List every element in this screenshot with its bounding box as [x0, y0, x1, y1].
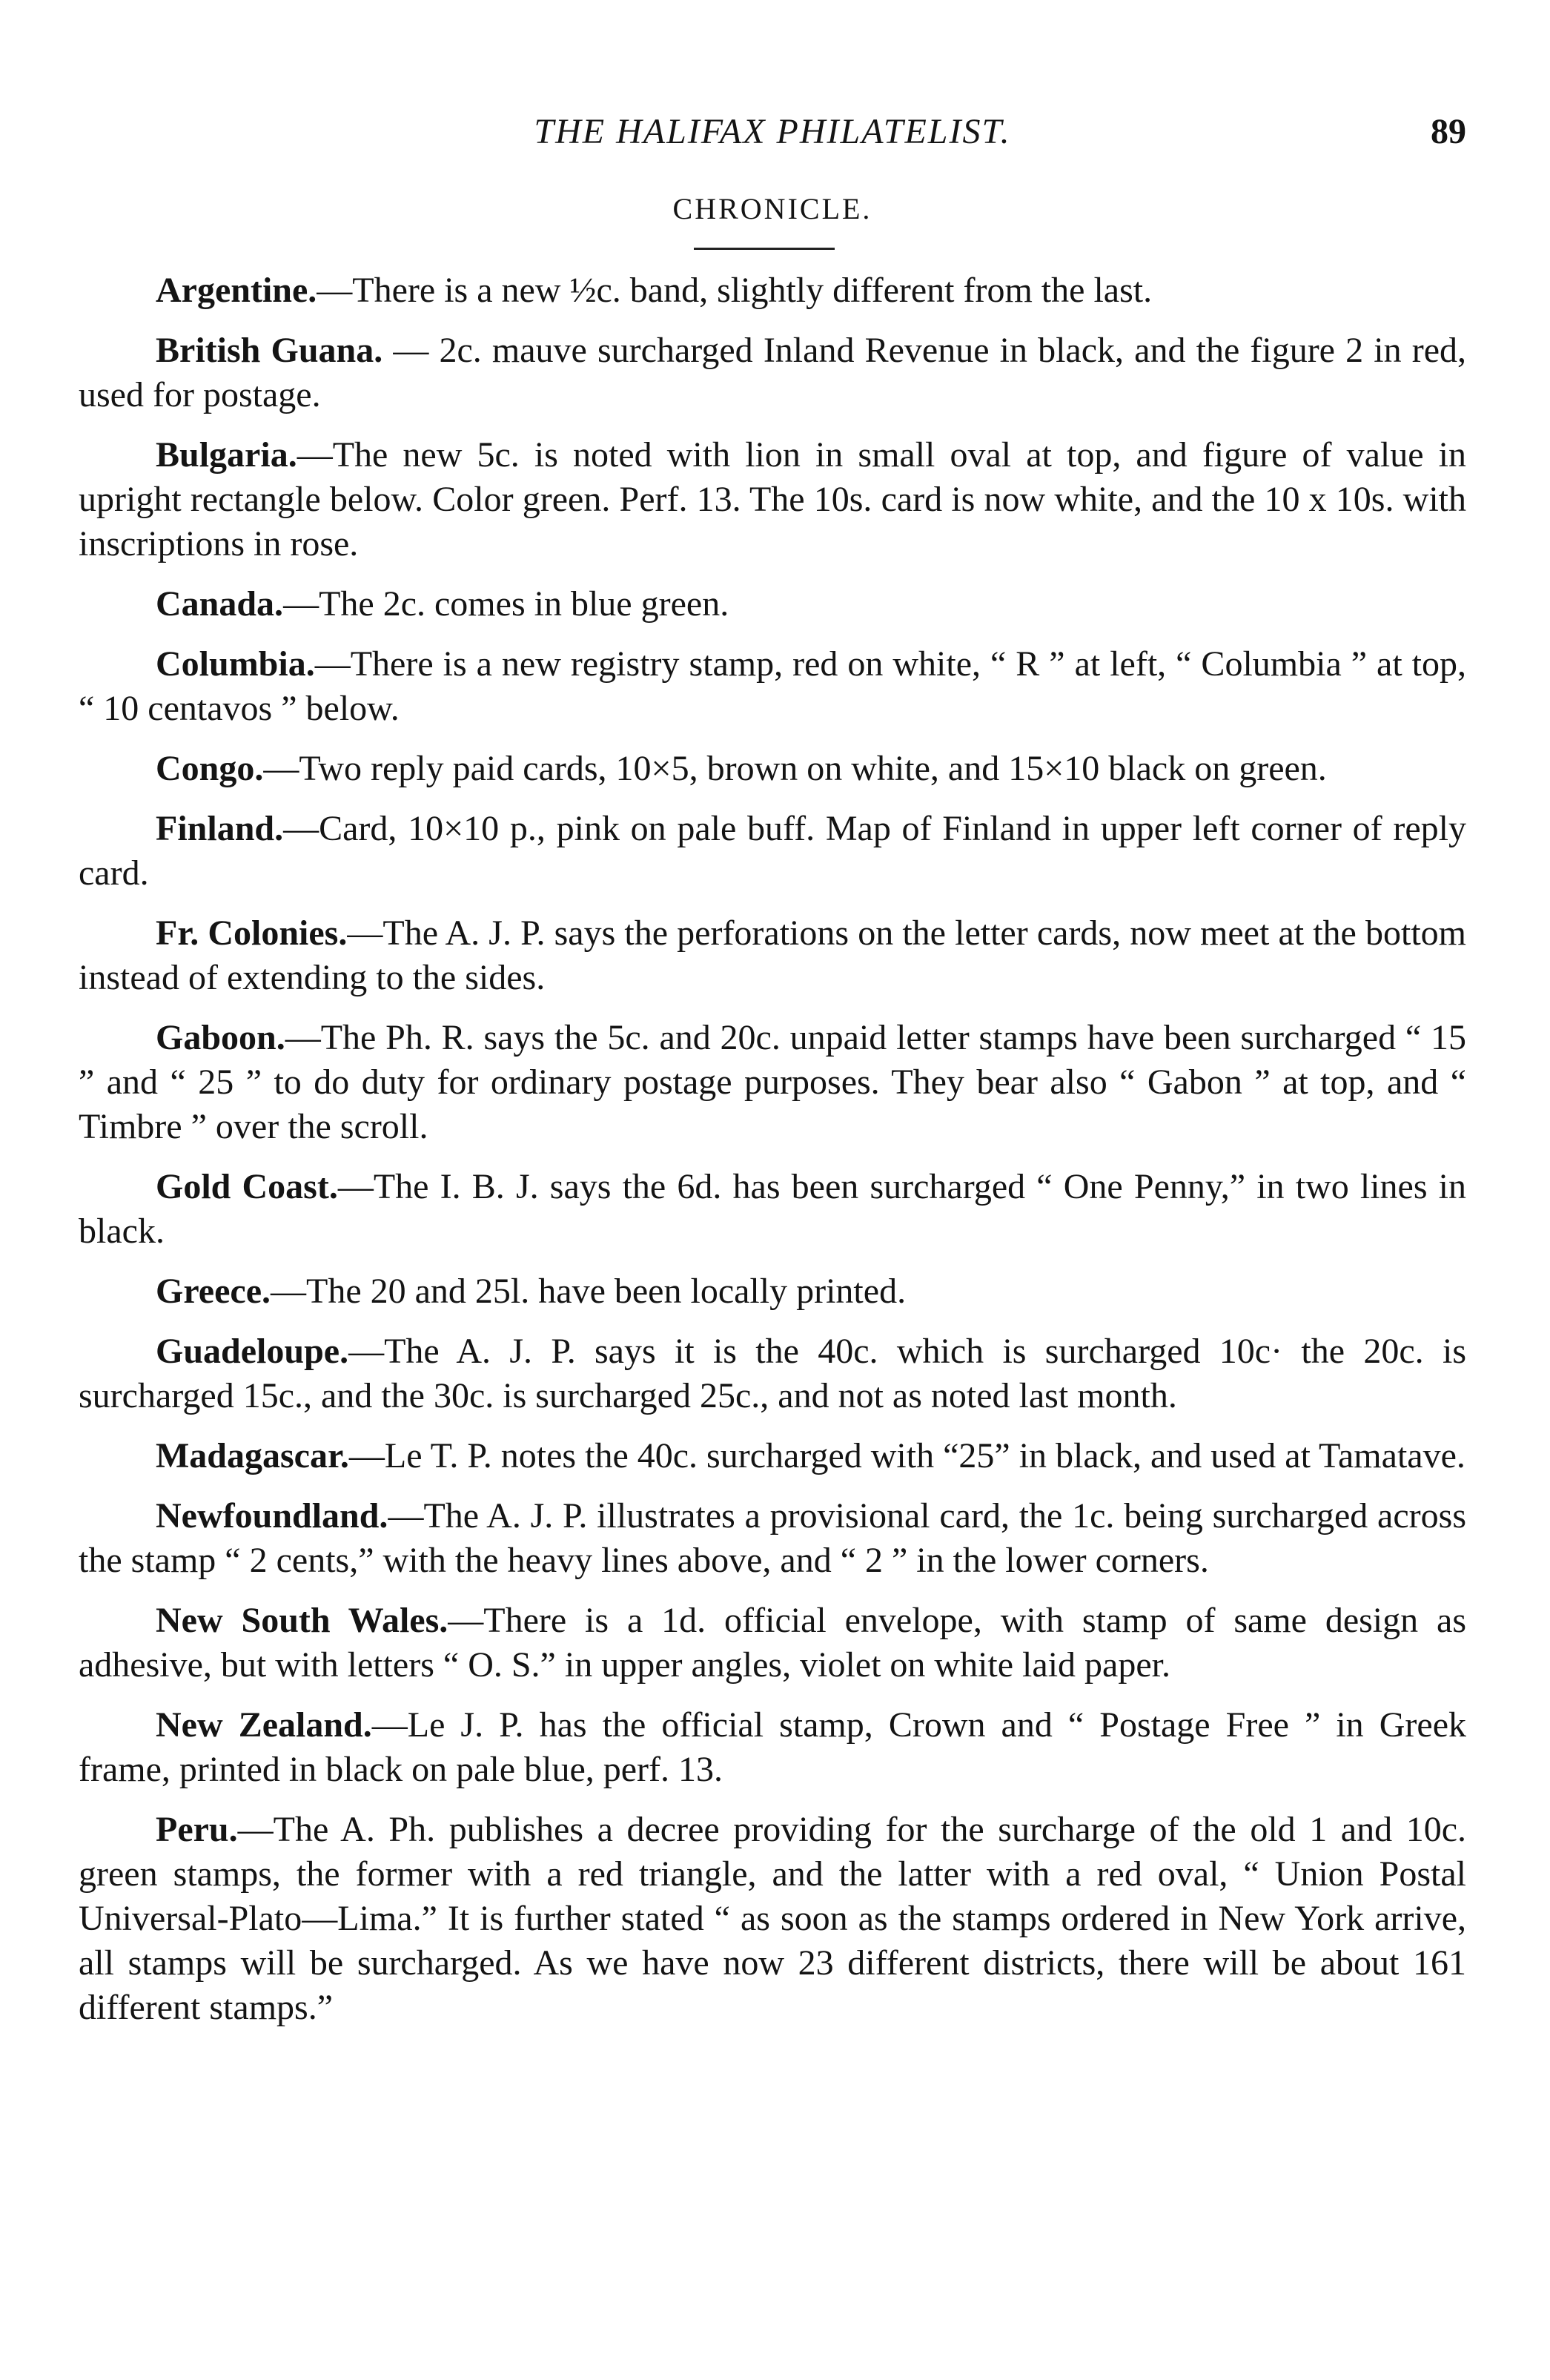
entry-greece: [79, 1269, 1466, 1314]
entry-new-south-wales: [79, 1599, 1466, 1688]
country-name: Bulgaria.: [156, 435, 297, 475]
entry-text: —The A. J. P. illustrates a provisional card, the 1c. being surcharged across the stamp “ 2 cents,” with the heavy lines above, and “ 2 ” in the lower corners.: [79, 1496, 1466, 1580]
entry-text: —There is a 1d. official envelope, with stamp of same design as adhesive, but with letters “ O. S.” in upper angles, violet on white laid paper.: [79, 1601, 1466, 1685]
entry-text: —Le T. P. notes the 40c. surcharged with “25” in black, and used at Tamatave.: [348, 1436, 1465, 1475]
entry-peru: [79, 1808, 1466, 2030]
chronicle-entries: [79, 268, 1466, 2046]
entry-text: —The Ph. R. says the 5c. and 20c. unpaid letter stamps have been surcharged “ 15 ” and “ 25 ” to do duty for ordinary postage purposes. They bear also “ Gabon ” at top, and “ Timbre ” over the scroll.: [79, 1018, 1466, 1146]
section-divider: [694, 248, 835, 250]
country-name: Guadeloupe.: [156, 1332, 349, 1371]
entry-text: — 2c. mauve surcharged Inland Revenue in black, and the figure 2 in red, used for postage.: [79, 331, 1467, 414]
entry-text: —The A. J. P. says the perforations on the letter cards, now meet at the bottom instead of extending to the sides.: [79, 913, 1467, 997]
country-name: Canada.: [156, 584, 284, 624]
entry-newfoundland: [79, 1494, 1466, 1583]
page: [79, 0, 1466, 2380]
country-name: New South Wales.: [156, 1601, 448, 1640]
country-name: Argentine.: [156, 271, 317, 310]
entry-text: —The new 5c. is noted with lion in small oval at top, and figure of value in upright rectangle below. Color green. Perf. 13. The 10s. card is now white, and the 10 x 10s. with inscriptions in rose.: [79, 435, 1466, 563]
page-number: 89: [1431, 112, 1466, 151]
entry-text: —The 2c. comes in blue green.: [283, 584, 729, 624]
country-name: Finland.: [156, 809, 284, 848]
country-name: Fr. Colonies.: [156, 913, 348, 953]
entry-text: —Card, 10×10 p., pink on pale buff. Map of Finland in upper left corner of reply card.: [79, 809, 1466, 893]
entry-text: —Le J. P. has the official stamp, Crown and “ Postage Free ” in Greek frame, printed in black on pale blue, perf. 13.: [79, 1705, 1466, 1789]
entry-new-zealand: [79, 1703, 1466, 1792]
entry-argentine: [79, 268, 1466, 313]
running-head: [79, 111, 1466, 163]
entry-british-guana: [79, 328, 1466, 417]
entry-guadeloupe: [79, 1329, 1466, 1418]
country-name: Madagascar.: [156, 1436, 349, 1475]
entry-gold-coast: [79, 1165, 1466, 1254]
journal-title: THE HALIFAX PHILATELIST.: [534, 112, 1011, 151]
entry-text: —Two reply paid cards, 10×5, brown on white, and 15×10 black on green.: [263, 749, 1327, 788]
entry-canada: [79, 582, 1466, 627]
country-name: Newfoundland.: [156, 1496, 388, 1536]
entry-finland: [79, 807, 1466, 896]
country-name: Greece.: [156, 1272, 271, 1311]
entry-text: —The A. J. P. says it is the 40c. which is surcharged 10c· the 20c. is surcharged 15c., and the 30c. is surcharged 25c., and not as noted last month.: [79, 1332, 1466, 1415]
entry-madagascar: [79, 1434, 1466, 1478]
entry-congo: [79, 747, 1466, 791]
entry-text: —The I. B. J. says the 6d. has been surcharged “ One Penny,” in two lines in black.: [79, 1167, 1467, 1251]
country-name: Peru.: [156, 1810, 238, 1849]
country-name: Gaboon.: [156, 1018, 285, 1057]
entry-columbia: [79, 642, 1466, 731]
country-name: British Guana.: [156, 331, 383, 370]
section-title: CHRONICLE.: [672, 192, 872, 225]
entry-text: —There is a new ½c. band, slightly different from the last.: [317, 271, 1153, 310]
country-name: Congo.: [156, 749, 264, 788]
entry-text: —There is a new registry stamp, red on white, “ R ” at left, “ Columbia ” at top, “ 10 centavos ” below.: [79, 644, 1466, 728]
entry-text: —The 20 and 25l. have been locally printed.: [271, 1272, 907, 1311]
entry-fr-colonies: [79, 911, 1466, 1000]
country-name: Gold Coast.: [156, 1167, 338, 1206]
entry-bulgaria: [79, 433, 1466, 566]
country-name: Columbia.: [156, 644, 315, 684]
country-name: New Zealand.: [156, 1705, 372, 1745]
entry-gaboon: [79, 1016, 1466, 1149]
entry-text: —The A. Ph. publishes a decree providing for the surcharge of the old 1 and 10c. green stamps, the former with a red triangle, and the latter with a red oval, “ Union Postal Universal-Plato—Lima.” It is further stated “ as soon as the stamps ordered in New York arrive, all stamps will be surcharged. As we have now 23 different districts, there will be about 161 different stamps.”: [79, 1810, 1466, 2027]
